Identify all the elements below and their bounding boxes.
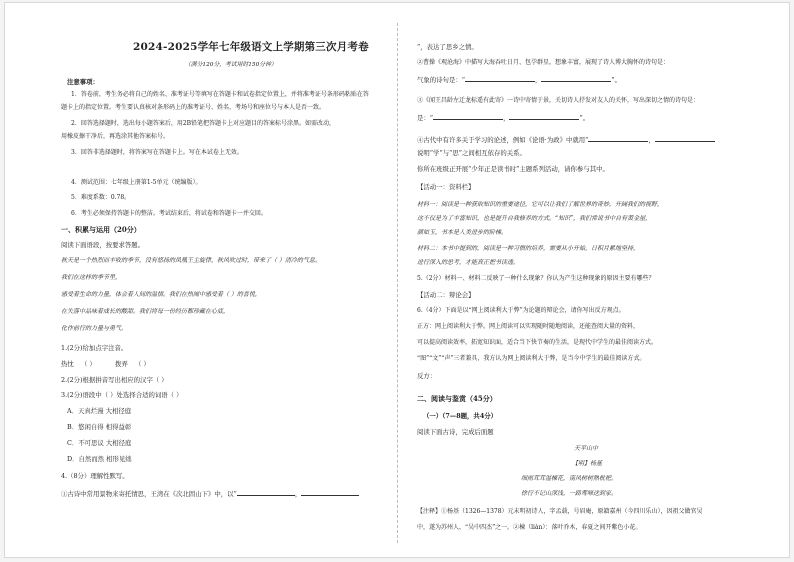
activity-1-heading: 【活动一：资料栏】 xyxy=(417,183,475,191)
notice-line: 5．难度系数：0.78。 xyxy=(71,194,131,201)
notice-line: 3．回答非选择题时，将答案写在答题卡上。写在本试卷上无效。 xyxy=(71,149,243,156)
exam-title: 2024-2025学年七年级语文上学期第三次月考卷 xyxy=(133,41,369,53)
column-divider xyxy=(397,23,398,543)
q1-word: 拨弄 xyxy=(115,360,128,368)
debate-line: 可以提高阅读效率，拓宽知识面，适合当下快节奏的生活，是现代中学生的最佳阅读方式。 xyxy=(417,339,658,346)
notice-line: 6．考生必须保持答题卡的整洁。考试结束后，将试卷和答题卡一并交回。 xyxy=(71,210,267,217)
part1-heading: 一、积累与运用（20分） xyxy=(61,225,141,234)
option-a[interactable]: A．天真烂漫 大相径庭 xyxy=(67,407,132,415)
q1-word: 热忱 xyxy=(61,360,74,368)
poem-note: 中，遂为苏州人，“吴中四杰”之一。②楝（liàn）：落叶乔木，春夏之间开紫色小花。 xyxy=(417,524,642,531)
answer-blank[interactable] xyxy=(588,135,648,142)
material-2-line: 材料二：本书中提到的，阅读是一种习惯的培养，需要从小开始，日积月累地坚持， xyxy=(417,245,640,252)
question-4: 4.（8分）理解性默写。 xyxy=(61,472,129,480)
question-1: 1.(2分)给加点字注音。 xyxy=(61,344,128,352)
passage-line: 感受着生命的力量，体会着人间的温情。我们在热闹中感受着（ ）的喜悦， xyxy=(61,291,261,298)
material-2-line: 进行深入的思考，才能真正把书读透。 xyxy=(417,259,520,266)
passage-line: 我们在这样的季节里， xyxy=(61,274,122,281)
q1-blank[interactable]: （ ） xyxy=(135,360,150,368)
q4-item-4: ④古代中有许多关于学习的论述，例如《论语·为政》中就用“ ， xyxy=(417,135,715,144)
notice-line: 用橡皮擦干净后，再选涂其他答案标号。 xyxy=(61,133,170,140)
notice-line: 题卡上的指定位置。考生要认真核对条形码上的准考证号、姓名、考场号和座位号与本人是否一致。 xyxy=(61,104,326,111)
q4-item-3-answer: 是：“ ， ”。 xyxy=(417,114,590,122)
question-2: 2.(2分)根据拼音写出相应的汉字（ ） xyxy=(61,376,168,384)
q4-item-1-comma: ， xyxy=(294,490,302,498)
poem-title: 天平山中 xyxy=(574,445,599,452)
answer-blank[interactable] xyxy=(655,135,715,142)
notice-heading: 注意事项： xyxy=(67,78,99,86)
answer-blank[interactable] xyxy=(541,75,611,82)
fanfang-label: 反方： xyxy=(417,372,437,380)
answer-blank[interactable] xyxy=(301,489,359,496)
passage-line: 化作前行的力量与勇气。 xyxy=(61,325,128,332)
material-1-line: 材料一：阅读是一种获取知识的重要途径，它可以让我们了解世界的奇妙，开阔我们的视野， xyxy=(417,201,664,208)
answer-blank[interactable] xyxy=(433,113,503,120)
q4-item-3-answer-label: 是：“ xyxy=(417,114,434,122)
question-3: 3.(2分)语段中（ ）处选择合适的词语（ ） xyxy=(61,391,183,399)
part2-subheading: （一）（7—8题，共4分） xyxy=(423,412,498,420)
exam-sheet xyxy=(4,2,790,558)
q4-item-1 xyxy=(61,489,359,498)
q4-item-3: ③《闻王昌龄左迁龙标遥有此寄》一诗中寄情于景，关切诗人抒发对友人的关怀，写出深切之情的诗句是： xyxy=(417,97,700,104)
option-d[interactable]: D．自然而然 相形见绌 xyxy=(67,455,132,463)
debate-line: “图”“文”“声”三者兼具，我方认为网上阅读利大于弊，是当今中学生的最佳阅读方式。 xyxy=(417,355,646,362)
question-5: 5.（2分）材料一、材料二反映了一种什么现象？你认为产生这种现象的原因主要有哪些？ xyxy=(417,275,655,282)
q1-blank[interactable]: （ ） xyxy=(81,360,96,368)
q4-item-4-end: 说明“学”与“思”之间相互依存的关系。 xyxy=(417,149,526,157)
notice-line: 2．回答选择题时，选出每小题答案后，用2B铅笔把答题卡上对应题目的答案标号涂黑。如需改动， xyxy=(71,120,336,127)
q4-item-4-text: ④古代中有许多关于学习的论述，例如《论语·为政》中就用“ xyxy=(417,136,589,144)
notice-line: 4．测试范围：七年级上册第1-5单元（统编版）。 xyxy=(71,179,202,186)
poem-author: 【明】杨基 xyxy=(572,460,603,467)
material-1-line: 这不仅是为了丰富知识，也是提升自我修养的方式。“知识”，我们常说书中自有黄金屋， xyxy=(417,215,652,222)
option-b[interactable]: B．悠闲自得 相得益彰 xyxy=(67,423,132,431)
part2-intro: 阅读下面古诗，完成后面题 xyxy=(417,428,494,436)
poem-line: 细雨茸茸湿楝花，南风树树熟枇杷。 xyxy=(521,475,618,482)
debate-line: 正方：网上阅读利大于弊。网上阅读可以实现随时随地阅读，还能查阅大量的资料， xyxy=(417,323,640,330)
activity-2-heading: 【活动二：辩论会】 xyxy=(417,291,475,299)
poem-line: 徐行不记山深浅，一路莺啼送到家。 xyxy=(521,490,618,497)
part1-intro: 阅读下面语段，按要求答题。 xyxy=(61,241,145,249)
answer-blank[interactable] xyxy=(465,75,535,82)
q4-item-2-answer-label: 气象的诗句是：“ xyxy=(417,76,466,84)
q4-continue: ”，表达了思乡之情。 xyxy=(417,43,478,51)
q4-item-2: ②曹操《观沧海》中描写大海吞吐日月、包孕群星，想象丰富，展现了诗人博大胸怀的诗句是： xyxy=(417,59,670,66)
material-1-line: 颜如玉，书本是人类进步的阶梯。 xyxy=(417,229,508,236)
answer-blank[interactable] xyxy=(237,489,295,496)
q4-item-2-answer: 气象的诗句是：“ ， ”。 xyxy=(417,76,622,84)
option-c[interactable]: C．不可思议 大相径庭 xyxy=(67,439,132,447)
q4-item-1-text: ①古诗中常用景物来寄托情思，王湾在《次北固山下》中，以“ xyxy=(61,490,237,498)
exam-subtitle: （满分120分，考试用时150分钟） xyxy=(185,62,277,68)
poem-note: 【注释】①杨基（1326—1378）元末明初诗人，字孟载，号眉庵，原籍嘉州（今四川乐山），因祖父做官吴 xyxy=(417,508,703,515)
activity-intro: 你所在班级正开展“少年正是读书时”主题系列活动，请你参与其中。 xyxy=(417,165,609,173)
answer-blank[interactable] xyxy=(509,113,579,120)
notice-line: 1．答卷前，考生务必将自己的姓名、准考证号等填写在答题卡和试卷指定位置上，并将准考证号条形码粘贴在答 xyxy=(71,91,369,98)
passage-line: 在失落中品味着成长的酸甜。我们将每一份经历都珍藏在心底， xyxy=(61,308,230,315)
question-6: 6.（4分）下面是以“网上阅读利大于弊”为论题的辩论会，请你写出反方观点。 xyxy=(417,307,625,314)
passage-line: 秋天是一个热烈而丰收的季节，没有悠扬的凤凰王主旋律，秋风吹过时，带来了（ ）清冷的气息。 xyxy=(61,257,321,264)
part2-heading: 二、阅读与鉴赏（45分） xyxy=(417,394,497,403)
